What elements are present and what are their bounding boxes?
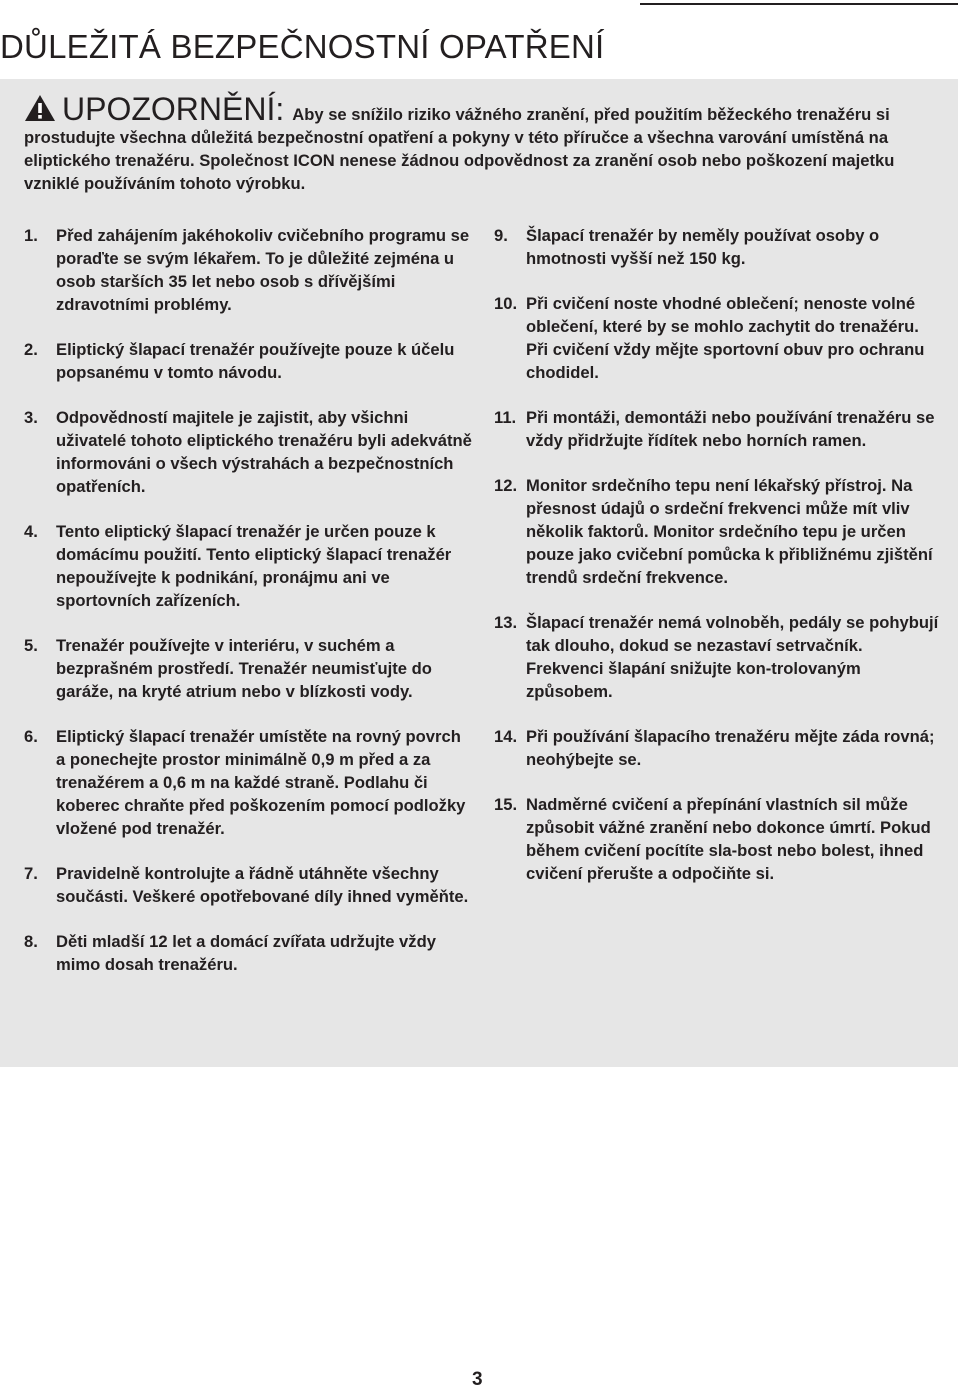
item-text: Trenažér používejte v interiéru, v suchém a bezprašném prostředí. Trenažér neumisťujte do garáže, na kryté atrium nebo v blízkosti vody. (56, 636, 432, 701)
item-text: Eliptický šlapací trenažér používejte pouze k účelu popsanému v tomto návodu. (56, 340, 455, 382)
item-number: 1. (24, 226, 38, 245)
right-column (494, 224, 944, 907)
warning-heading: UPOZORNĚNÍ: (62, 91, 285, 127)
safety-item (494, 793, 944, 885)
item-text: Děti mladší 12 let a domácí zvířata udržujte vždy mimo dosah trenažéru. (56, 932, 436, 974)
item-text: Šlapací trenažér nemá volnoběh, pedály se pohybují tak dlouho, dokud se nezastaví setrvačník. Frekvenci šlapání snižujte kon-trolovaným způsobem. (526, 613, 939, 701)
item-number: 9. (494, 226, 508, 245)
item-text: Odpovědností majitele je zajistit, aby všichni uživatelé tohoto eliptického trenažéru byli adekvátně informováni o všech výstrahách a bezpečnostních opatřeních. (56, 408, 472, 496)
item-text: Pravidelně kontrolujte a řádně utáhněte všechny součásti. Veškeré opotřebované díly ihned vyměňte. (56, 864, 469, 906)
item-text: Tento eliptický šlapací trenažér je určen pouze k domácímu použití. Tento eliptický šlapací trenažér nepoužívejte k podnikání, pronájmu ani ve sportovních zařízeních. (56, 522, 452, 610)
safety-item (24, 930, 474, 976)
page-title: DŮLEŽITÁ BEZPEČNOSTNÍ OPATŘENÍ (0, 28, 605, 66)
item-text: Monitor srdečního tepu není lékařský přístroj. Na přesnost údajů o srdeční frekvenci může mít vliv několik faktorů. Monitor srdečního tepu je určen pouze jako cvičební pomůcka k přibližnému zjištění trendů srdeční frekvence. (526, 476, 933, 587)
warning-triangle-icon (24, 94, 56, 122)
item-text: Nadměrné cvičení a přepínání vlastních sil může způsobit vážné zranění nebo dokonce úmrtí. Pokud během cvičení pocítíte sla-bost nebo bolest, ihned cvičení přerušte a odpočiňte si. (526, 795, 931, 883)
page-number: 3 (472, 1369, 483, 1390)
item-number: 3. (24, 408, 38, 427)
safety-item (494, 725, 944, 771)
top-rule (640, 3, 958, 5)
safety-item (24, 338, 474, 384)
item-number: 6. (24, 727, 38, 746)
safety-item (24, 224, 474, 316)
safety-item (494, 406, 944, 452)
item-text: Při cvičení noste vhodné oblečení; nenoste volné oblečení, které by se mohlo zachytit do trenažéru. Při cvičení vždy mějte sportovní obuv pro ochranu chodidel. (526, 294, 925, 382)
safety-item (494, 224, 944, 270)
item-number: 5. (24, 636, 38, 655)
item-text: Eliptický šlapací trenažér umístěte na rovný povrch a ponechejte prostor minimálně 0,9 m před a za trenažérem a 0,6 m na každé straně. Podlahu či koberec chraňte před poškozením pomocí podložky vložené pod trenažér. (56, 727, 466, 838)
item-text: Při montáži, demontáži nebo používání trenažéru se vždy přidržujte řídítek nebo horních ramen. (526, 408, 935, 450)
warning-intro (24, 91, 944, 195)
item-text: Před zahájením jakéhokoliv cvičebního programu se poraďte se svým lékařem. To je důležité zejména u osob starších 35 let nebo osob s dřívějšími zdravotními problémy. (56, 226, 470, 314)
item-number: 11. (494, 408, 517, 427)
item-number: 14. (494, 727, 518, 746)
safety-item (24, 634, 474, 703)
safety-item (494, 611, 944, 703)
item-number: 4. (24, 522, 38, 541)
safety-item (24, 725, 474, 840)
safety-item (494, 292, 944, 384)
item-number: 12. (494, 476, 518, 495)
item-number: 2. (24, 340, 38, 359)
item-number: 8. (24, 932, 38, 951)
safety-item (24, 862, 474, 908)
item-text: Při používání šlapacího trenažéru mějte záda rovná; neohýbejte se. (526, 727, 935, 769)
item-number: 13. (494, 613, 518, 632)
warning-text: Aby se snížilo riziko vážného zranění, před použitím běžeckého trenažéru si prostudujte všechna důležitá bezpečnostní opatření a pokyny v této příručce a všechna varování umístěná na eliptického trenažéru. Společnost ICON nenese žádnou odpovědnost za zranění osob nebo poškození majetku vzniklé používáním tohoto výrobku. (24, 105, 895, 193)
item-number: 7. (24, 864, 38, 883)
safety-item (24, 406, 474, 498)
item-number: 10. (494, 294, 518, 313)
left-column (24, 224, 474, 998)
safety-item (494, 474, 944, 589)
safety-item (24, 520, 474, 612)
item-number: 15. (494, 795, 518, 814)
item-text: Šlapací trenažér by neměly používat osoby o hmotnosti vyšší než 150 kg. (526, 226, 880, 268)
warning-box (0, 79, 958, 1067)
